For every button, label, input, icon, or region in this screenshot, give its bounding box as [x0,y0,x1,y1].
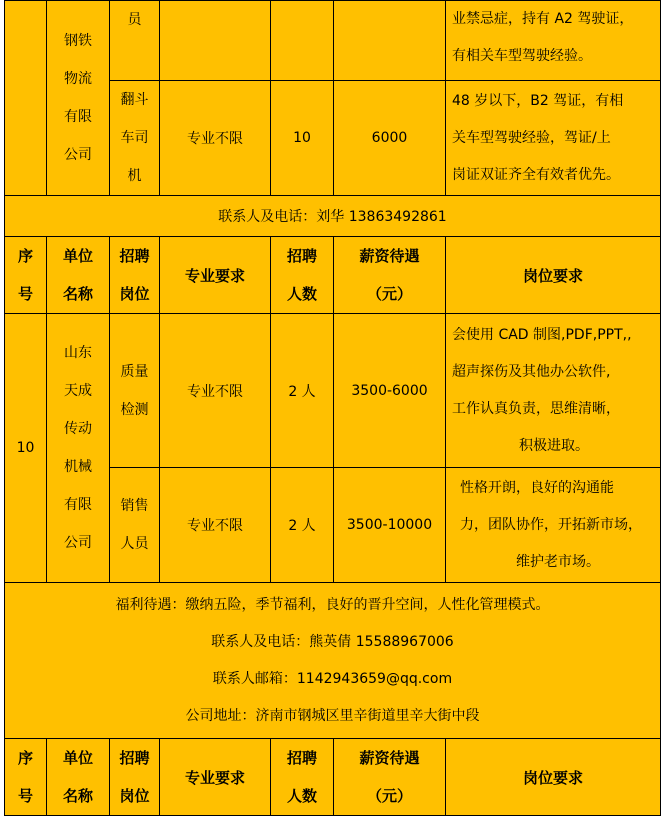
header-count: 招聘 人数 [271,739,334,816]
count-cell: 10 [271,81,334,196]
header-row [5,739,661,816]
company-info-cell [5,583,661,739]
salary-cell: 3500-6000 [334,314,446,468]
header-count: 招聘 人数 [271,237,334,314]
count-cell [271,1,334,81]
salary-cell: 3500-10000 [334,468,446,583]
header-company: 单位 名称 [47,237,110,314]
header-position: 招聘 岗位 [110,237,160,314]
major-cell: 专业不限 [160,314,271,468]
position-cell: 员 [110,1,160,81]
requirements-cell: 会使用 CAD 制图,PDF,PPT,, 超声探伤及其他办公软件, 工作认真负责，思维清晰， 积极进取。 [446,314,661,468]
salary-cell: 6000 [334,81,446,196]
position-cell: 质量 检测 [110,314,160,468]
major-cell [160,1,271,81]
header-row [5,237,661,314]
recruitment-table [4,0,661,816]
major-cell: 专业不限 [160,468,271,583]
salary-cell [334,1,446,81]
table-row [5,196,661,237]
contact-text: 联系人及电话：熊英倩 15588967006 [211,633,454,650]
header-salary: 薪资待遇 （元） [334,739,446,816]
address-text: 公司地址：济南市钢城区里辛街道里辛大街中段 [185,707,480,724]
contact-cell: 联系人及电话：刘华 13863492861 [5,196,661,237]
requirements-cell: 48 岁以下，B2 驾证，有相 关车型驾驶经验，驾证/上 岗证双证齐全有效者优先。 [446,81,661,196]
header-company: 单位 名称 [47,739,110,816]
major-cell: 专业不限 [160,81,271,196]
header-requirements: 岗位要求 [446,237,661,314]
header-seq: 序 号 [5,237,47,314]
seq-cell: 10 [5,314,47,583]
requirements-cell: 性格开朗，良好的沟通能 力，团队协作，开拓新市场， 维护老市场。 [446,468,661,583]
header-major: 专业要求 [160,739,271,816]
count-cell: 2 人 [271,468,334,583]
count-cell: 2 人 [271,314,334,468]
company-name-cell: 钢铁 物流 有限 公司 [47,1,110,196]
table-row [5,1,661,81]
table-row [5,583,661,739]
email-text: 联系人邮箱：1142943659@qq.com [212,670,453,687]
header-position: 招聘 岗位 [110,739,160,816]
header-major: 专业要求 [160,237,271,314]
requirements-cell: 业禁忌症，持有 A2 驾驶证， 有相关车型驾驶经验。 [446,1,661,81]
position-cell: 翻斗 车司 机 [110,81,160,196]
position-cell: 销售 人员 [110,468,160,583]
header-salary: 薪资待遇 （元） [334,237,446,314]
benefits-text: 福利待遇：缴纳五险，季节福利，良好的晋升空间，人性化管理模式。 [115,596,550,613]
table-row [5,314,661,468]
header-seq: 序 号 [5,739,47,816]
header-requirements: 岗位要求 [446,739,661,816]
seq-cell [5,1,47,196]
company-name-cell: 山东 天成 传动 机械 有限 公司 [47,314,110,583]
